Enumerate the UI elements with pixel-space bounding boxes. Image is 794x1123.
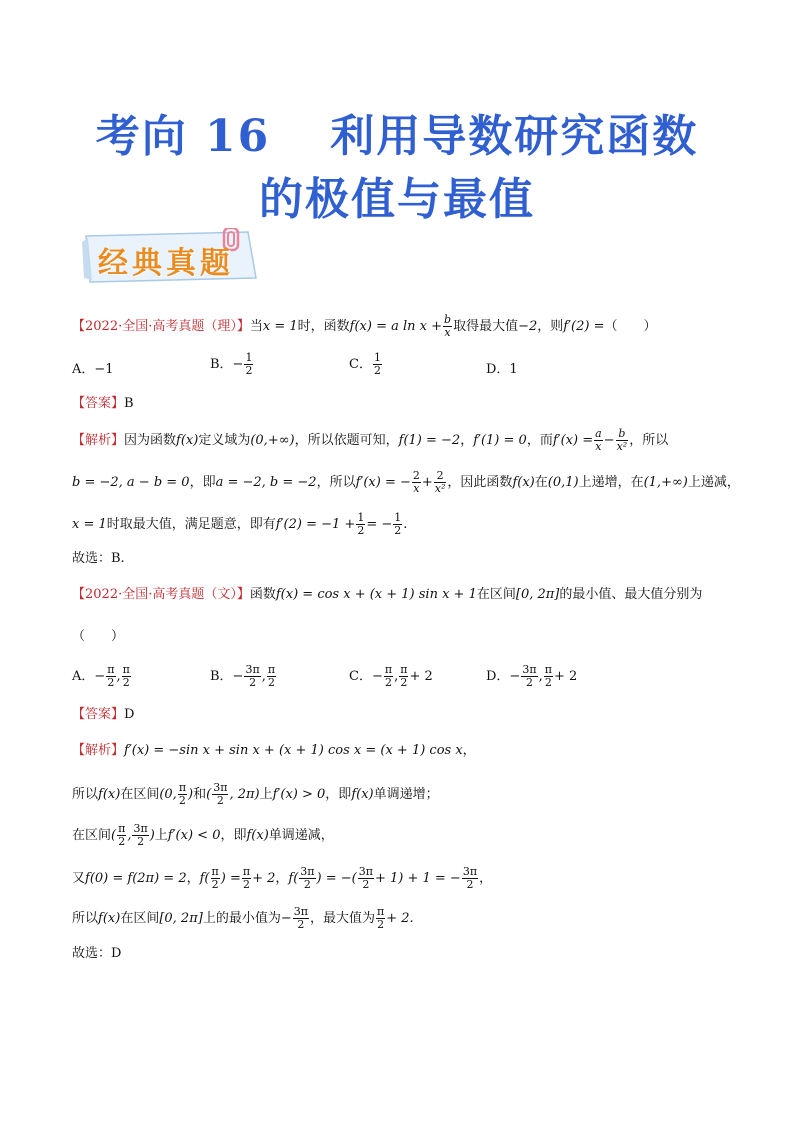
q1-a2-eq2: a = −2, b = −2	[215, 475, 317, 490]
q1-stem-text-e: 取得最大值	[453, 319, 519, 334]
q1-stem	[72, 314, 656, 339]
q2-b3-int-a: (	[111, 828, 117, 843]
q1-a1-sep: ，	[460, 433, 474, 448]
q1-answer-value: B	[124, 396, 134, 411]
q2-option-b-frac1-num: 3π	[245, 663, 260, 676]
q2-option-b-frac1	[244, 664, 260, 689]
q2-b4-frac2-den: 2	[242, 878, 250, 891]
q2-b3-text2: 上	[154, 828, 168, 843]
q1-a1-minus: −	[603, 433, 615, 448]
q1-source: 【2022·全国·高考真题（理）】	[72, 319, 250, 334]
q1-a2-eq1: b = −2, a − b = 0	[72, 475, 190, 490]
q1-a1-eq2: f′(1) = 0	[473, 433, 527, 448]
q2-option-b-frac2-num: π	[267, 663, 276, 676]
q2-b2-int1b: )	[188, 787, 194, 802]
q1-answer	[72, 394, 134, 414]
q1-a1-fx: f(x)	[176, 433, 199, 448]
q2-b4-eq2a: f(	[199, 871, 210, 886]
q2-b5-text1: 所以	[72, 911, 99, 926]
q1-a1-frac1	[594, 428, 603, 453]
q2-b3-frac2-num: 3π	[133, 822, 148, 835]
q2-stem-text-e: 的最小值、最大值分别为	[559, 587, 703, 602]
q2-b4-eq3c: + 1) + 1 = −	[374, 871, 461, 886]
q2-b4-eq3a: f(	[288, 871, 299, 886]
q1-a1-text5: ，所以	[629, 433, 669, 448]
q2-analysis-line1	[72, 741, 476, 761]
q1-a1-frac2-den: x²	[616, 440, 628, 453]
q2-option-c-frac2	[399, 664, 408, 689]
q2-b2-fx: f(x)	[98, 787, 121, 802]
q2-b2-frac1-num: π	[178, 781, 187, 794]
q2-option-a-frac2	[122, 664, 131, 689]
q2-b2-int2a: (	[206, 787, 212, 802]
q2-option-c-frac1	[384, 664, 393, 689]
q2-choice: 故选：D	[72, 946, 122, 961]
q2-b2-frac2	[212, 782, 228, 807]
q1-stem-math-d: f(x) = a ln x +	[349, 319, 443, 334]
q1-analysis-line1	[72, 428, 668, 453]
q2-b3-frac1-num: π	[118, 822, 126, 835]
q2-b5-fx: f(x)	[98, 911, 121, 926]
q2-b5-text4: ，最大值为	[309, 911, 375, 926]
q2-stem-text-c: 在区间	[476, 587, 516, 602]
q1-answer-tag: 【答案】	[72, 396, 125, 411]
q1-a3-eq2: f′(2) = −1 +	[275, 517, 356, 532]
q2-answer	[72, 705, 134, 725]
q1-a1-frac1-den: x	[595, 440, 602, 453]
q1-a3-frac1-num: 1	[357, 511, 365, 524]
q2-option-c	[349, 664, 433, 689]
q2-b4-frac1	[211, 866, 220, 891]
q2-option-a-frac1-num: π	[107, 663, 115, 676]
q2-stem-paren: （ ）	[72, 629, 125, 644]
q1-option-b-prefix: B．−	[210, 357, 244, 372]
q1-a1-frac1-num: a	[595, 427, 602, 440]
q2-b2-text4: 上	[259, 787, 273, 802]
q2-option-d-comma: ,	[538, 669, 543, 684]
q2-b3-frac1	[117, 823, 126, 848]
q2-analysis-line3	[72, 823, 334, 848]
q2-b3-text3: ，即	[220, 828, 247, 843]
q2-b3-text1: 在区间	[72, 828, 112, 843]
q2-b4-frac2	[242, 866, 251, 891]
q2-b2-text3: 和	[193, 787, 207, 802]
q2-b4-frac1-num: π	[211, 865, 219, 878]
q1-option-b-fraction	[244, 352, 253, 377]
q2-option-c-frac1-num: π	[384, 663, 393, 676]
q1-a2-fx: f(x)	[512, 475, 535, 490]
q1-a1-text1: 因为函数	[124, 433, 177, 448]
q2-b4-frac4	[358, 866, 374, 891]
q1-a3-eq3: = −	[366, 517, 393, 532]
q2-stem-math-b: f(x) = cos x + (x + 1) sin x + 1	[275, 587, 477, 602]
q1-a2-text1: ，即	[189, 475, 216, 490]
q2-b4-frac4-den: 2	[362, 878, 370, 891]
q2-option-b	[210, 664, 277, 689]
q2-option-b-frac2-den: 2	[267, 676, 275, 689]
q2-b2-text2: 在区间	[120, 787, 160, 802]
q2-b5-end: + 2.	[386, 911, 414, 926]
q2-option-d-frac2-den: 2	[544, 676, 552, 689]
q1-stem-text-a: 当	[249, 319, 263, 334]
q2-b4-eq1: f(0) = f(2π) = 2	[85, 871, 187, 886]
q2-option-d-frac1	[521, 664, 537, 689]
page-title-line1	[0, 100, 794, 164]
q2-b4-eq3b: ) = −(	[316, 871, 357, 886]
q1-a2-frac1-num: 2	[412, 469, 420, 482]
q2-b2-eq: f′(x) > 0	[272, 787, 326, 802]
q1-a2-frac2-den: x²	[434, 482, 446, 495]
q2-b3-int-c: )	[149, 828, 155, 843]
q2-option-c-frac2-num: π	[400, 663, 408, 676]
q1-option-b-den: 2	[245, 364, 253, 377]
q1-a2-frac1	[412, 470, 421, 495]
q1-a2-interval1: (0,1)	[547, 475, 579, 490]
q2-b1-eq: f′(x) = −sin x + sin x + (x + 1) cos x = (x + 1) cos x	[124, 743, 463, 758]
q1-a1-domain: (0,+∞)	[250, 433, 295, 448]
q2-b2-fx2: f(x)	[351, 787, 374, 802]
q2-b5-frac1-num: 3π	[293, 905, 308, 918]
q2-analysis-line2	[72, 782, 439, 807]
q1-stem-math-h: f′(2) =	[563, 319, 605, 334]
q2-b3-fx: f(x)	[246, 828, 269, 843]
q2-option-c-end: + 2	[409, 669, 433, 684]
q2-b4-frac2-num: π	[242, 865, 251, 878]
q1-stem-text-c: 时，函数	[297, 319, 350, 334]
q2-b3-frac2-den: 2	[137, 835, 145, 848]
q2-b4-end: ，	[479, 871, 493, 886]
q2-stem-math-d: [0, 2π]	[515, 587, 560, 602]
q2-option-b-frac2	[267, 664, 276, 689]
q1-a2-eq3: f′(x) = −	[355, 475, 411, 490]
q1-a2-frac1-den: x	[413, 482, 420, 495]
q1-a2-frac2-num: 2	[434, 470, 447, 483]
page-title-line2: 的极值与最值	[259, 174, 535, 225]
q1-option-c-prefix: C．	[349, 357, 372, 372]
q2-option-b-comma: ,	[261, 669, 266, 684]
q1-a1-eq3: f′(x) =	[552, 433, 594, 448]
q1-stem-frac-den: x	[444, 326, 451, 339]
q2-b5-text2: 在区间	[120, 911, 160, 926]
q2-b4-sep2: ，	[275, 871, 289, 886]
q2-option-d-frac2	[544, 664, 553, 689]
q2-b5-frac2-den: 2	[377, 918, 385, 931]
q2-option-d-frac1-num: 3π	[522, 663, 537, 676]
q2-analysis-line5	[72, 906, 414, 931]
q1-a3-frac1	[356, 512, 365, 537]
q1-option-b	[210, 352, 254, 377]
q2-b2-int2b: , 2π)	[229, 787, 260, 802]
q1-a1-text3: ，所以依题可知，	[294, 433, 399, 448]
q2-b3-eq: f′(x) < 0	[167, 828, 221, 843]
q1-a1-frac2-num: b	[616, 428, 629, 441]
q2-option-b-frac1-den: 2	[249, 676, 257, 689]
q2-b3-frac2	[132, 823, 148, 848]
q1-stem-text-g: ，则	[537, 319, 564, 334]
q2-b5-minus: −	[280, 911, 292, 926]
q1-a1-frac2	[616, 428, 629, 453]
q1-a3-frac2-den: 2	[394, 524, 402, 537]
q2-b3-text4: 单调递减，	[268, 828, 334, 843]
q1-option-c-den: 2	[373, 364, 381, 377]
q2-option-c-frac2-den: 2	[400, 676, 408, 689]
q1-a2-text5: 上递增，在	[578, 475, 644, 490]
q1-stem-paren: （ ）	[604, 319, 657, 334]
q1-a2-text2: ，所以	[316, 475, 356, 490]
q1-a3-text1: 时取最大值，满足题意，即有	[106, 517, 276, 532]
q2-b2-text6: 单调递增；	[373, 787, 439, 802]
q2-option-a-frac2-num: π	[122, 663, 130, 676]
q2-b4-sep1: ，	[186, 871, 200, 886]
q2-option-a	[72, 664, 132, 689]
q1-option-c-fraction	[373, 352, 382, 377]
q2-b2-frac1	[178, 782, 187, 807]
q2-b4-frac3-den: 2	[303, 878, 311, 891]
q2-option-c-prefix: C．−	[349, 669, 383, 684]
q2-b1-end: ，	[462, 743, 476, 758]
q2-option-c-comma: ,	[394, 669, 399, 684]
q2-answer-tag: 【答案】	[72, 707, 125, 722]
q1-a2-text3: ，因此函数	[447, 475, 513, 490]
q2-option-a-prefix: A．−	[72, 669, 106, 684]
q2-option-a-frac1	[106, 664, 115, 689]
q2-option-c-frac1-den: 2	[384, 676, 392, 689]
q2-b3-frac1-den: 2	[118, 835, 126, 848]
q1-a1-text4: ，而	[526, 433, 553, 448]
q2-option-d-frac1-den: 2	[525, 676, 533, 689]
q2-b4-frac1-den: 2	[211, 878, 219, 891]
q1-a2-text4: 在	[534, 475, 548, 490]
q2-option-d	[486, 664, 577, 689]
q1-a3-frac2	[393, 512, 402, 537]
q1-a2-text6: 上递减，	[687, 475, 740, 490]
q2-option-a-frac1-den: 2	[107, 676, 115, 689]
q1-option-c-num: 1	[373, 351, 381, 364]
q2-b2-frac1-den: 2	[178, 794, 186, 807]
q1-choice: 故选：B.	[72, 551, 125, 566]
q1-a1-text2: 定义域为	[198, 433, 251, 448]
q1-analysis-line2	[72, 470, 740, 495]
q1-a2-plus: +	[421, 475, 433, 490]
q2-b5-frac2	[376, 906, 385, 931]
q2-option-d-prefix: D．−	[486, 669, 521, 684]
q1-a3-end: .	[403, 517, 408, 532]
q2-b4-eq2b: ) =	[220, 871, 241, 886]
q2-b4-frac3-num: 3π	[300, 865, 315, 878]
q2-source: 【2022·全国·高考真题（文）】	[72, 587, 250, 602]
q2-b3-int-b: ,	[127, 828, 132, 843]
q1-a2-interval2: (1,+∞)	[643, 475, 688, 490]
q2-b4-frac5-num: 3π	[462, 865, 478, 878]
q1-stem-math-f: −2	[518, 319, 538, 334]
q2-b2-text5: ，即	[325, 787, 352, 802]
q2-b2-frac2-den: 2	[216, 794, 224, 807]
q2-stem	[72, 585, 702, 605]
q2-b4-frac3	[299, 866, 315, 891]
section-banner-label: 经典真题	[98, 246, 234, 281]
q1-option-b-num: 1	[245, 351, 253, 364]
q2-b2-int1a: (0,	[159, 787, 177, 802]
q2-analysis-line4	[72, 866, 492, 891]
q1-a1-eq1: f(1) = −2	[398, 433, 461, 448]
q1-a3-eq1: x = 1	[72, 517, 107, 532]
q1-analysis-tag: 【解析】	[72, 433, 125, 448]
q2-stem-text-a: 函数	[249, 587, 276, 602]
q2-b5-frac1	[293, 906, 309, 931]
q2-b4-frac4-num: 3π	[358, 865, 373, 878]
q2-b4-frac5	[462, 866, 478, 891]
q2-b5-interval: [0, 2π]	[159, 911, 203, 926]
q1-option-d: D．1	[486, 362, 518, 377]
q2-b4-eq2c: + 2	[252, 871, 276, 886]
q1-option-c	[349, 352, 383, 377]
q2-option-d-end: + 2	[553, 669, 578, 684]
q2-option-a-frac2-den: 2	[122, 676, 130, 689]
q2-answer-value: D	[124, 707, 135, 722]
q2-b5-frac2-num: π	[377, 905, 385, 918]
q2-analysis-tag: 【解析】	[72, 743, 125, 758]
q1-stem-fraction	[443, 314, 452, 339]
q2-option-b-prefix: B．−	[210, 669, 244, 684]
q2-option-a-comma: ,	[116, 669, 121, 684]
q1-stem-math-b: x = 1	[262, 319, 298, 334]
q1-analysis-line3	[72, 512, 407, 537]
q2-b2-text1: 所以	[72, 787, 99, 802]
q1-a2-frac2	[434, 470, 447, 495]
q1-option-a: A．−1	[72, 362, 114, 377]
q2-b4-text1: 又	[72, 871, 86, 886]
q1-a3-frac2-num: 1	[394, 511, 402, 524]
q2-b5-text3: 上的最小值为	[202, 911, 281, 926]
q2-b5-frac1-den: 2	[297, 918, 305, 931]
q1-stem-frac-num: b	[444, 313, 452, 326]
q2-b2-frac2-num: 3π	[213, 781, 228, 794]
title-topic-number: 考向 16	[95, 111, 271, 162]
q2-b4-frac5-den: 2	[466, 878, 474, 891]
title-topic-text: 利用导数研究函数	[330, 111, 699, 162]
q2-option-d-frac2-num: π	[544, 663, 552, 676]
q1-a3-frac1-den: 2	[357, 524, 365, 537]
